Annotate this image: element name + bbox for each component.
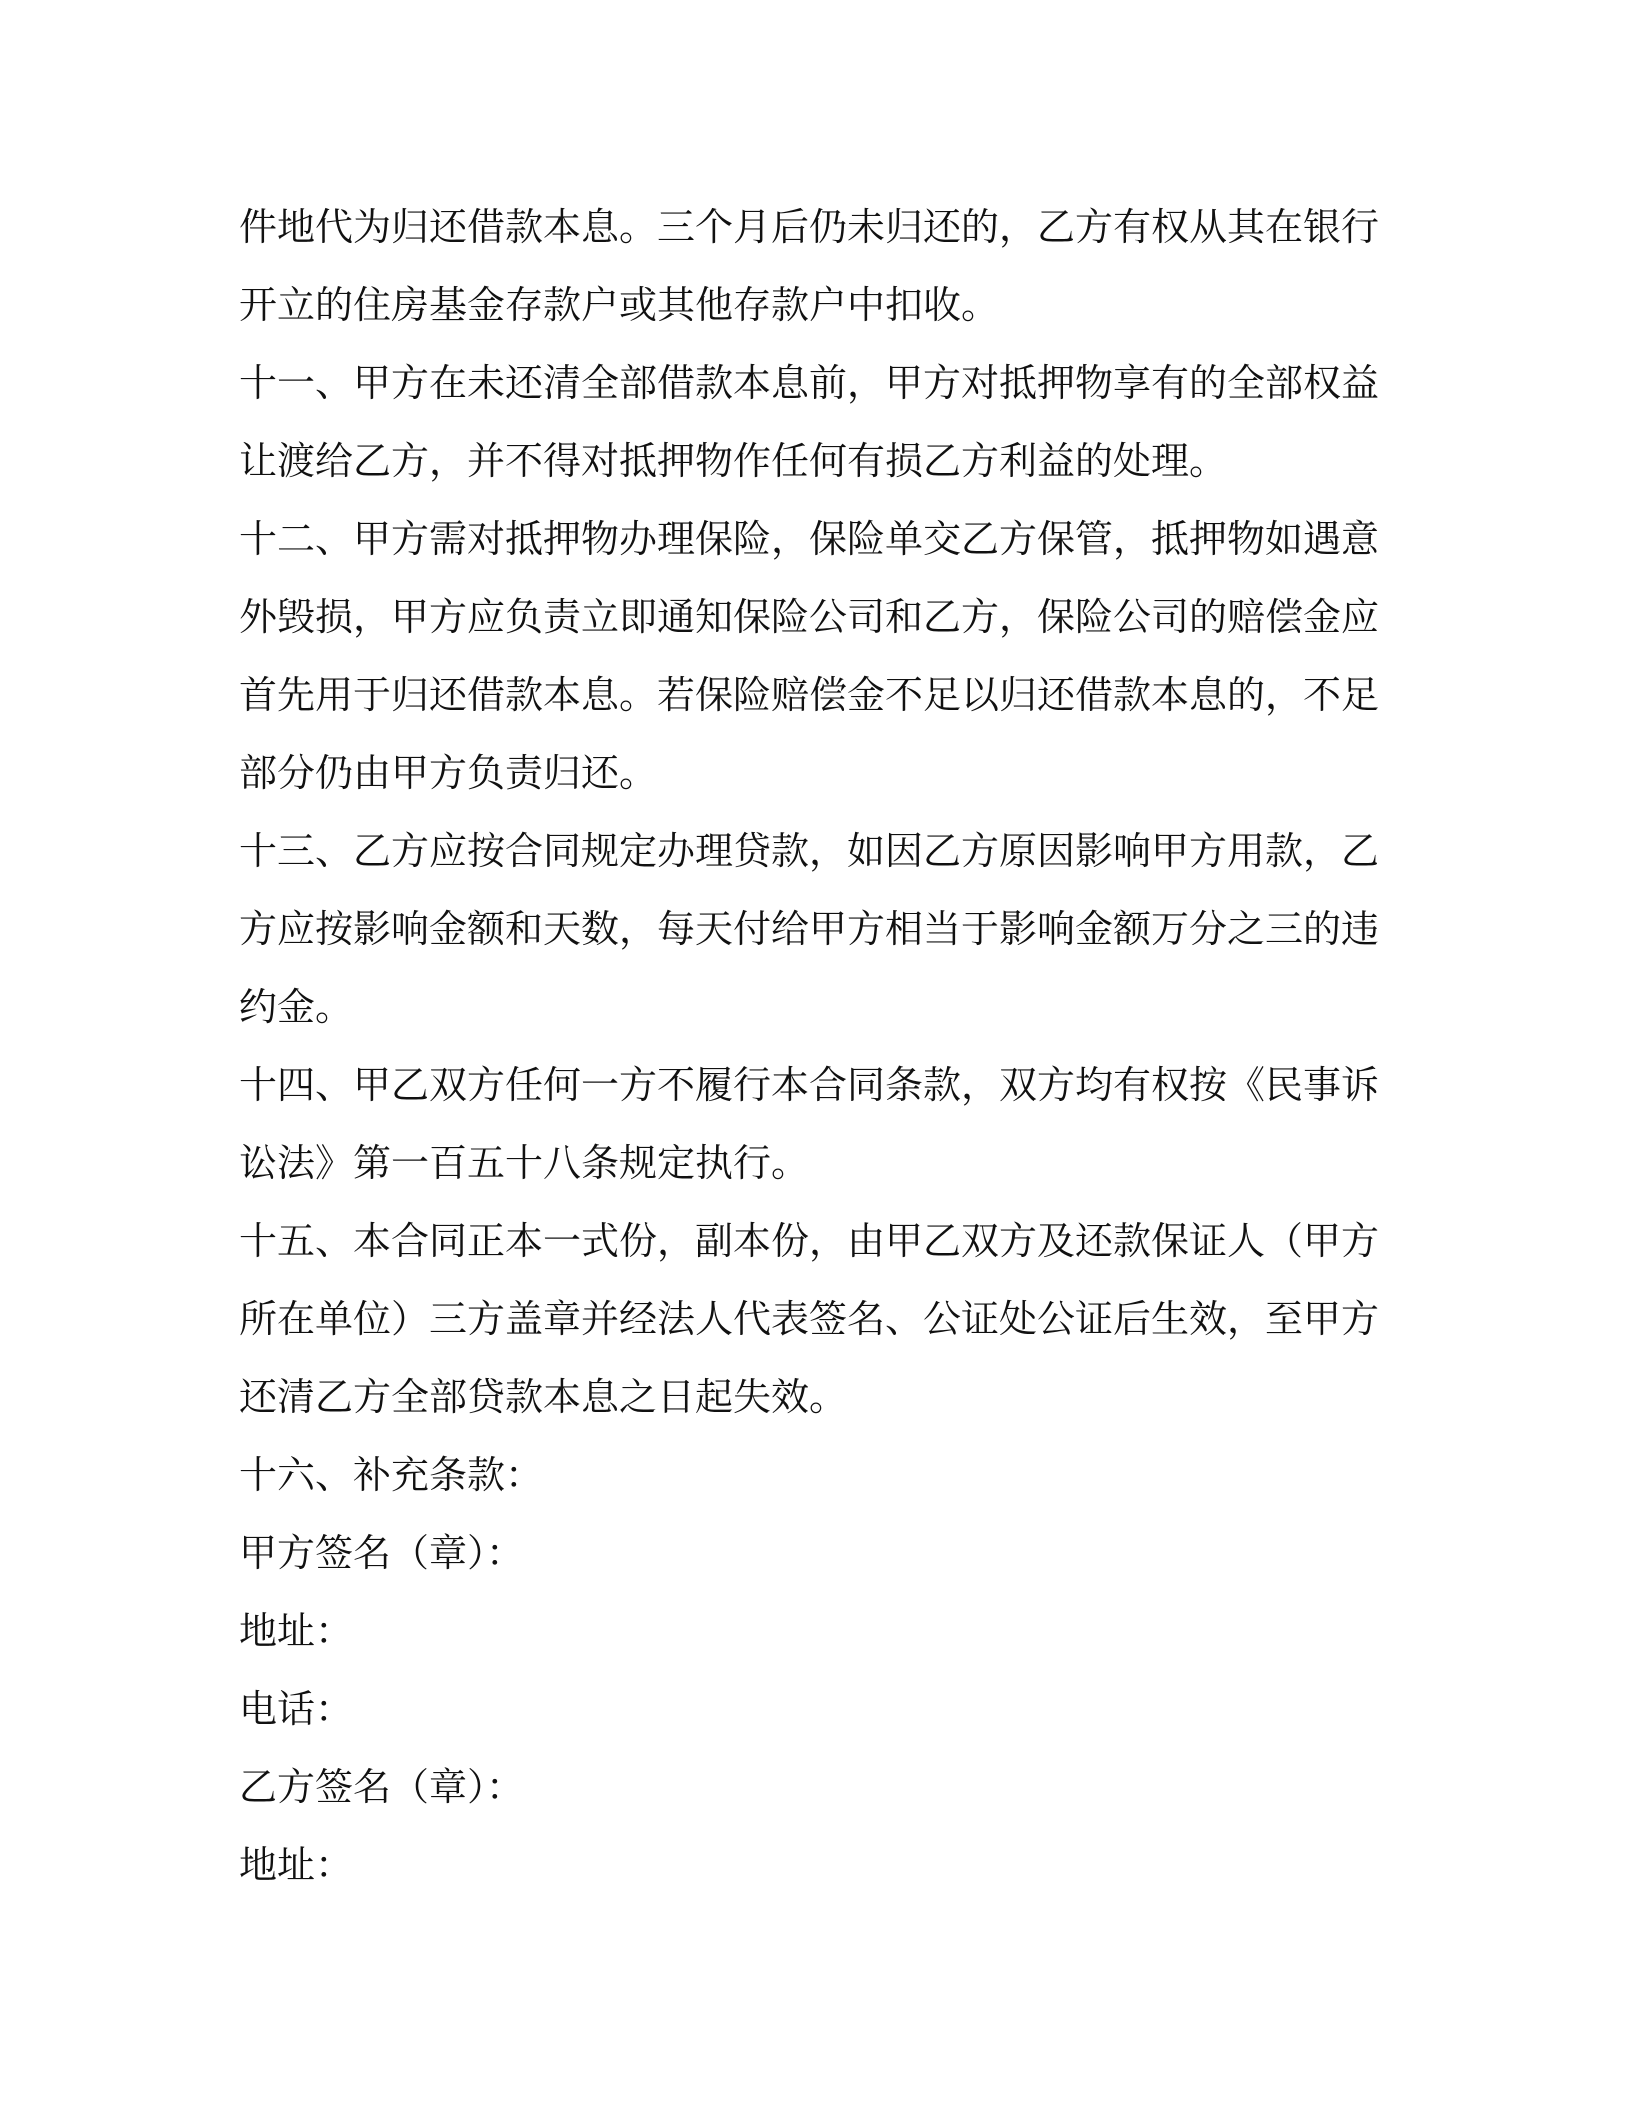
text-line: 所在单位）三方盖章并经法人代表签名、公证处公证后生效，至甲方 bbox=[239, 1297, 1380, 1341]
party-a-phone-label: 电话： bbox=[239, 1687, 354, 1731]
text-line: 约金。 bbox=[239, 985, 354, 1029]
clause-11-line: 十一、甲方在未还清全部借款本息前，甲方对抵押物享有的全部权益 bbox=[239, 361, 1380, 405]
party-a-address-label: 地址： bbox=[239, 1609, 354, 1653]
party-a-signature-label: 甲方签名（章）： bbox=[239, 1531, 525, 1575]
party-b-signature-label: 乙方签名（章）： bbox=[239, 1765, 525, 1809]
text-line: 外毁损，甲方应负责立即通知保险公司和乙方，保险公司的赔偿金应 bbox=[239, 595, 1380, 639]
text-line: 讼法》第一百五十八条规定执行。 bbox=[239, 1141, 810, 1185]
text-line: 首先用于归还借款本息。若保险赔偿金不足以归还借款本息的，不足 bbox=[239, 673, 1380, 717]
text-line: 部分仍由甲方负责归还。 bbox=[239, 751, 658, 795]
clause-14-line: 十四、甲乙双方任何一方不履行本合同条款，双方均有权按《民事诉 bbox=[239, 1063, 1380, 1107]
text-line: 让渡给乙方，并不得对抵押物作任何有损乙方利益的处理。 bbox=[239, 439, 1228, 483]
clause-12-line: 十二、甲方需对抵押物办理保险，保险单交乙方保管，抵押物如遇意 bbox=[239, 517, 1380, 561]
text-line: 方应按影响金额和天数，每天付给甲方相当于影响金额万分之三的违 bbox=[239, 907, 1380, 951]
text-line: 还清乙方全部贷款本息之日起失效。 bbox=[239, 1375, 848, 1419]
clause-16-line: 十六、补充条款： bbox=[239, 1453, 544, 1497]
party-b-address-label: 地址： bbox=[239, 1843, 354, 1887]
clause-15-line: 十五、本合同正本一式份，副本份，由甲乙双方及还款保证人（甲方 bbox=[239, 1219, 1380, 1263]
text-line: 件地代为归还借款本息。三个月后仍未归还的，乙方有权从其在银行 bbox=[239, 205, 1380, 249]
clause-13-line: 十三、乙方应按合同规定办理贷款，如因乙方原因影响甲方用款，乙 bbox=[239, 829, 1380, 873]
document-body bbox=[239, 188, 1380, 1904]
text-line: 开立的住房基金存款户或其他存款户中扣收。 bbox=[239, 283, 1000, 327]
